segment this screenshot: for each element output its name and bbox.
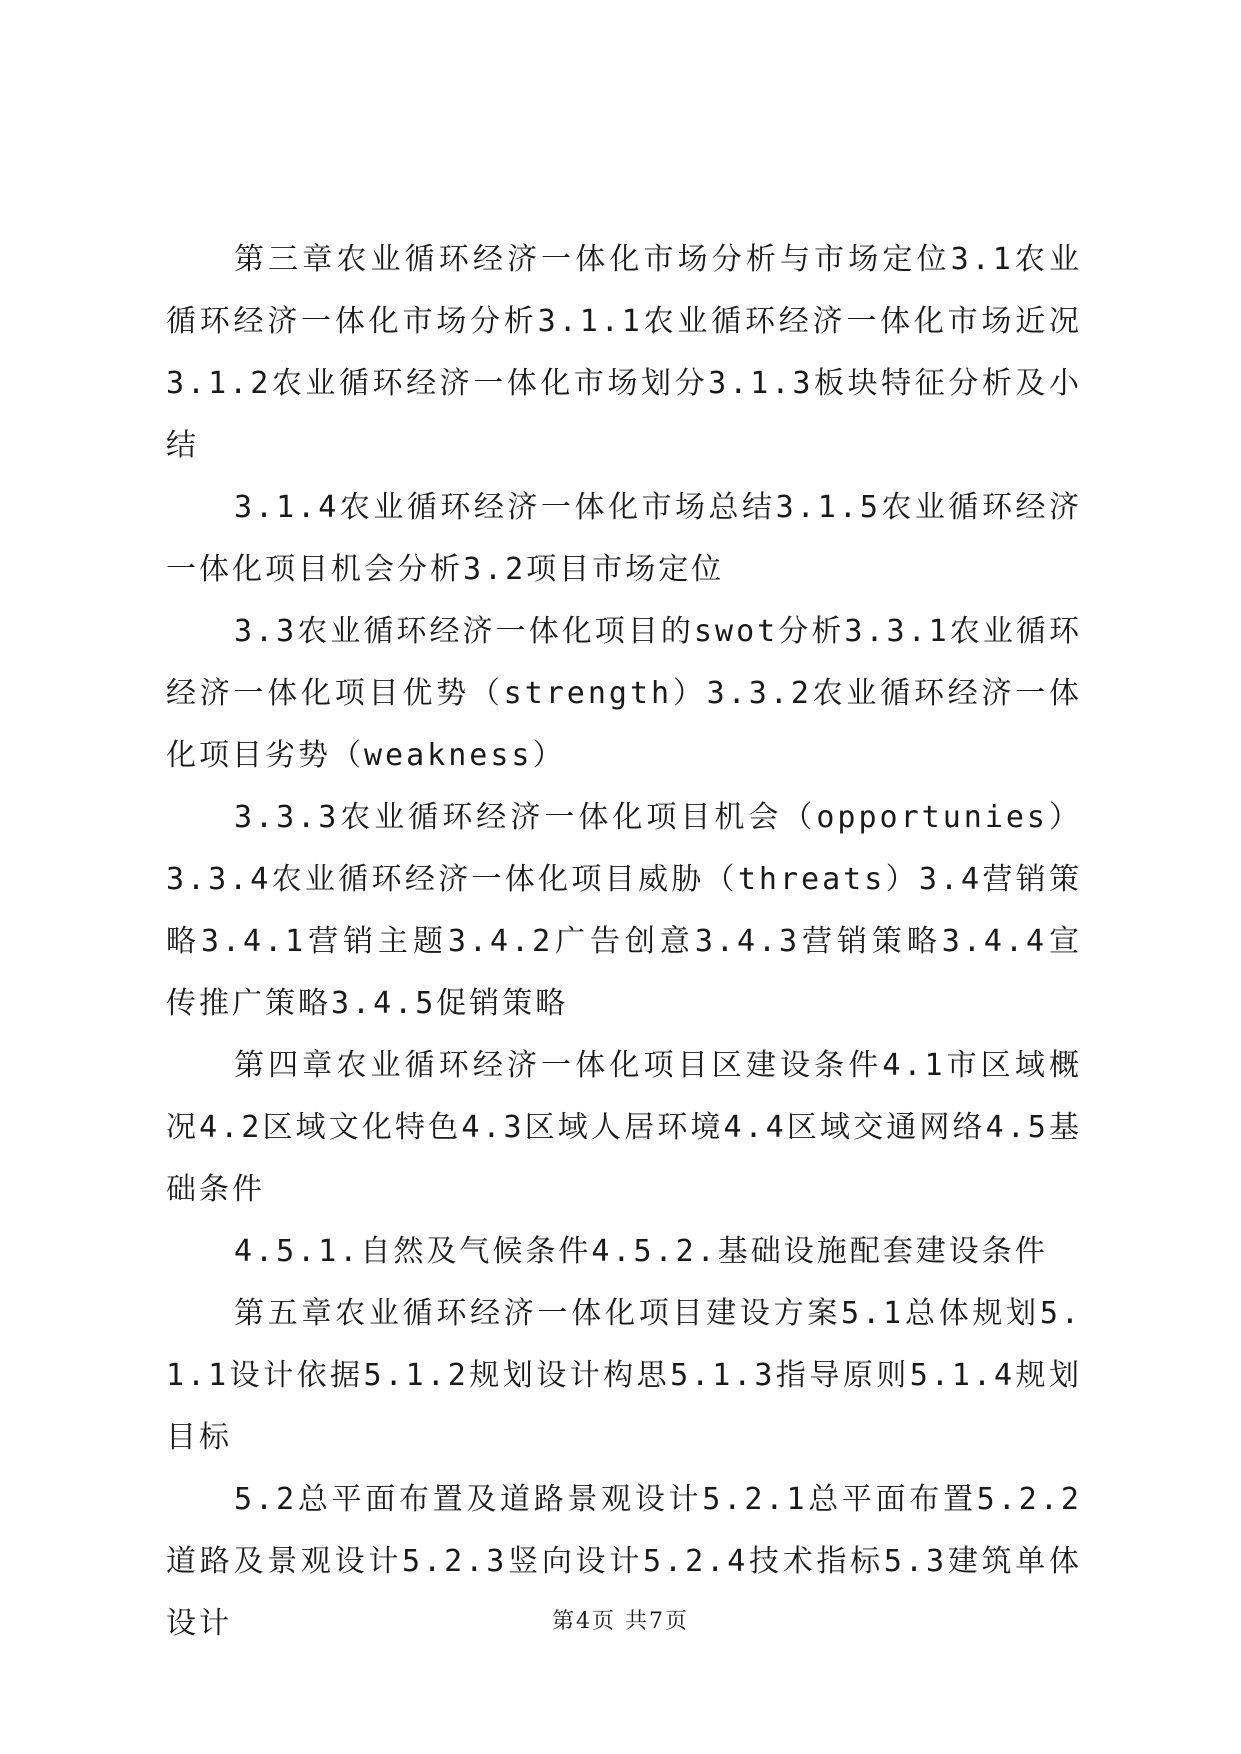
paragraph-marketing: 3.3.3农业循环经济一体化项目机会（opportunies）3.3.4农业循环经济一体化项目威胁（threats）3.4营销策略3.4.1营销主题3.4.2广告创意3.4.3营销策略3.4.4宣传推广策略3.4.5促销策略 — [166, 800, 1082, 1021]
paragraph-chapter-4: 第四章农业循环经济一体化项目区建设条件4.1市区域概况4.2区域文化特色4.3区域人居环境4.4区域交通网络4.5基础条件 — [166, 1048, 1082, 1207]
paragraph-market-summary: 3.1.4农业循环经济一体化市场总结3.1.5农业循环经济一体化项目机会分析3.2项目市场定位 — [166, 490, 1082, 587]
paragraph-swot: 3.3农业循环经济一体化项目的swot分析3.3.1农业循环经济一体化项目优势（strength）3.3.2农业循环经济一体化项目劣势（weakness） — [166, 614, 1082, 773]
paragraph-layout-design: 5.2总平面布置及道路景观设计5.2.1总平面布置5.2.2道路及景观设计5.2.3竖向设计5.2.4技术指标5.3建筑单体设计 — [166, 1482, 1082, 1641]
paragraph-chapter-3: 第三章农业循环经济一体化市场分析与市场定位3.1农业循环经济一体化市场分析3.1.1农业循环经济一体化市场近况3.1.2农业循环经济一体化市场划分3.1.3板块特征分析及小结 — [166, 242, 1082, 463]
paragraph-conditions: 4.5.1.自然及气候条件4.5.2.基础设施配套建设条件 — [234, 1234, 1048, 1269]
document-body — [166, 229, 1082, 1655]
page-number: 第4页 共7页 — [552, 1609, 689, 1634]
paragraph-chapter-5: 第五章农业循环经济一体化项目建设方案5.1总体规划5.1.1设计依据5.1.2规划设计构思5.1.3指导原则5.1.4规划目标 — [166, 1296, 1082, 1455]
